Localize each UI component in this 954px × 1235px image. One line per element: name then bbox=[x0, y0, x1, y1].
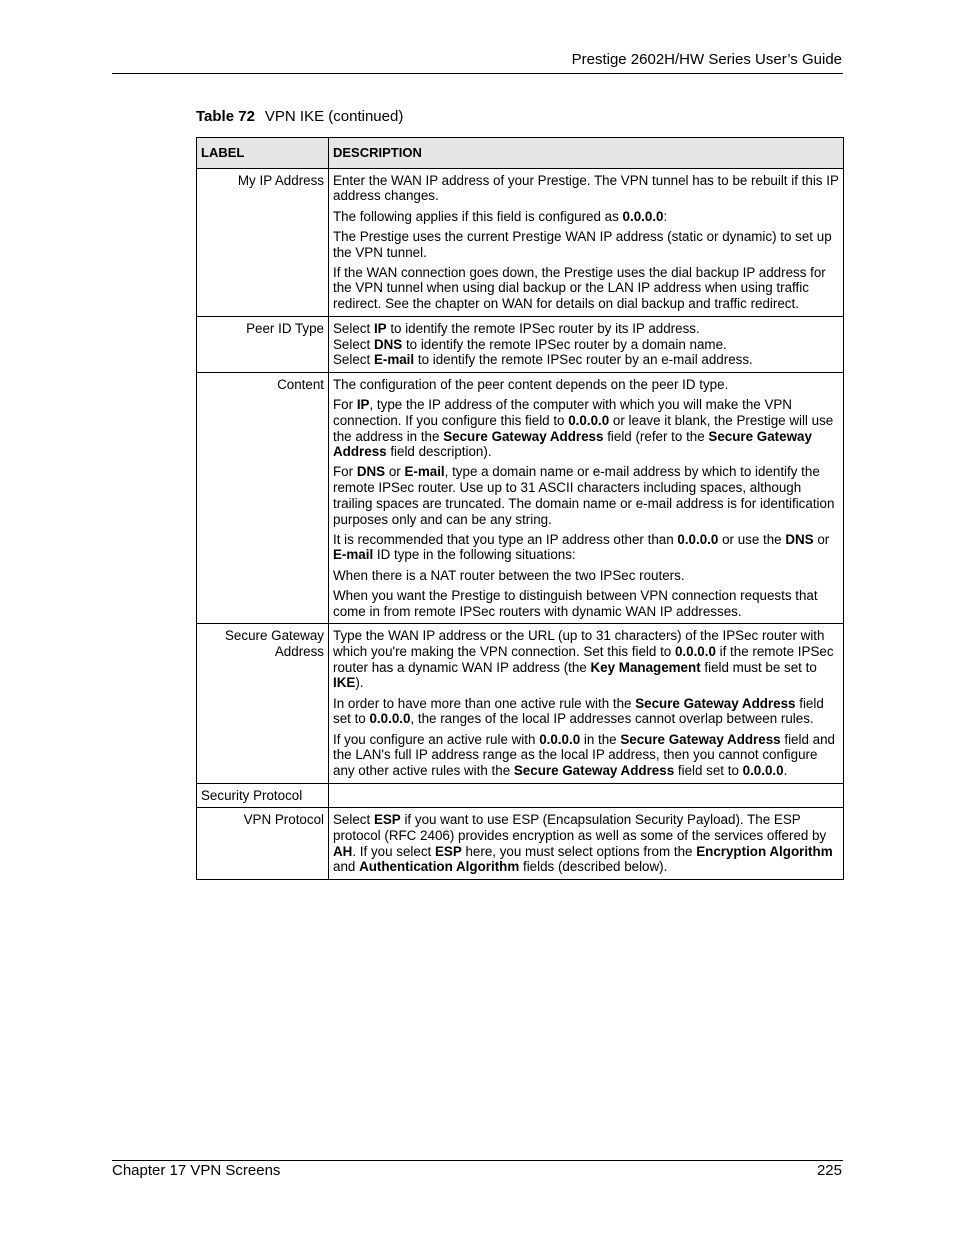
bold-term: IP bbox=[356, 397, 370, 413]
description-text: Select bbox=[333, 336, 374, 352]
table-row bbox=[197, 808, 844, 880]
description-text: . bbox=[783, 762, 788, 778]
table-caption bbox=[196, 108, 403, 125]
table-row bbox=[197, 372, 844, 623]
table-row bbox=[197, 783, 844, 808]
description-text: if you want to use ESP (Encapsulation Security Payload). The ESP protocol (RFC 2406) provides encryption as well as some of the services offered by bbox=[333, 812, 827, 844]
bold-term: DNS bbox=[785, 531, 814, 547]
description-text: and bbox=[333, 859, 360, 875]
row-label: Peer ID Type bbox=[197, 316, 329, 372]
description-text: field and the LAN's full IP address range as the local IP address, then you cannot configure any other active rules with the bbox=[333, 731, 835, 778]
bold-term: IKE bbox=[333, 675, 356, 691]
description-text: to identify the remote IPSec router by its IP address. bbox=[386, 320, 700, 336]
bold-term: Authentication Algorithm bbox=[359, 859, 520, 875]
description-paragraph bbox=[333, 209, 839, 225]
description-text: Select bbox=[333, 320, 374, 336]
description-text: field set to bbox=[674, 762, 743, 778]
description-paragraph bbox=[333, 628, 839, 691]
table-header-row bbox=[197, 138, 844, 169]
description-text: In order to have more than one active rule with the bbox=[333, 695, 636, 711]
description-text: here, you must select options from the bbox=[461, 843, 697, 859]
description-text: ). bbox=[355, 675, 364, 691]
description-text: For bbox=[333, 464, 357, 480]
bold-term: AH bbox=[333, 843, 353, 859]
bold-term: 0.0.0.0 bbox=[622, 208, 664, 224]
description-paragraph bbox=[333, 229, 839, 260]
table-number: Table 72 bbox=[196, 108, 255, 125]
row-label: VPN Protocol bbox=[197, 808, 329, 880]
bold-term: Secure Gateway Address bbox=[635, 695, 796, 711]
table-row bbox=[197, 624, 844, 783]
description-text: field must be set to bbox=[700, 659, 817, 675]
table-row bbox=[197, 168, 844, 316]
bold-term: ESP bbox=[373, 812, 401, 828]
running-header-title: Prestige 2602H/HW Series User’s Guide bbox=[571, 51, 842, 68]
row-description bbox=[329, 372, 844, 623]
description-text: or use the bbox=[718, 531, 786, 547]
description-text: to identify the remote IPSec router by a domain name. bbox=[402, 336, 727, 352]
description-text: The Prestige uses the current Prestige WAN IP address (static or dynamic) to set up the VPN tunnel. bbox=[333, 228, 832, 260]
bold-term: ESP bbox=[434, 843, 462, 859]
description-text: It is recommended that you type an IP address other than bbox=[333, 531, 678, 547]
bold-term: DNS bbox=[356, 464, 386, 480]
description-paragraph bbox=[333, 337, 839, 353]
page-number: 225 bbox=[816, 1162, 842, 1179]
row-label: My IP Address bbox=[197, 168, 329, 316]
description-text: If the WAN connection goes down, the Prestige uses the dial backup IP address for the VPN tunnel when using dial backup or the LAN IP address when using traffic redirect. See the chapter on WAN for details on dial backup and traffic redirect. bbox=[333, 264, 826, 312]
bold-term: Secure Gateway Address bbox=[513, 762, 675, 778]
row-description bbox=[329, 624, 844, 783]
column-header-description: DESCRIPTION bbox=[329, 138, 844, 169]
description-text: When there is a NAT router between the two IPSec routers. bbox=[333, 567, 685, 583]
description-paragraph bbox=[333, 732, 839, 779]
description-text: to identify the remote IPSec router by an e-mail address. bbox=[414, 352, 753, 368]
description-paragraph bbox=[333, 173, 839, 204]
description-paragraph bbox=[333, 696, 839, 727]
description-paragraph bbox=[333, 568, 839, 584]
bold-term: 0.0.0.0 bbox=[369, 711, 411, 727]
footer-divider bbox=[112, 1160, 843, 1161]
description-text: ID type in the following situations: bbox=[373, 547, 576, 563]
description-text: Select bbox=[333, 352, 374, 368]
description-paragraph bbox=[333, 464, 839, 527]
bold-term: Encryption Algorithm bbox=[696, 843, 833, 859]
bold-term: 0.0.0.0 bbox=[539, 731, 581, 747]
description-paragraph bbox=[333, 397, 839, 460]
description-text: or bbox=[813, 531, 830, 547]
bold-term: 0.0.0.0 bbox=[568, 412, 610, 428]
bold-term: E-mail bbox=[373, 352, 415, 368]
row-description bbox=[329, 316, 844, 372]
row-description bbox=[329, 783, 844, 808]
description-text: or leave it blank, the Prestige will use the address in the bbox=[333, 412, 834, 444]
table-title: VPN IKE (continued) bbox=[264, 108, 404, 125]
description-text: Select bbox=[333, 812, 374, 828]
description-paragraph bbox=[333, 812, 839, 875]
table-row bbox=[197, 316, 844, 372]
description-text: The following applies if this field is configured as bbox=[333, 208, 623, 224]
bold-term: Key Management bbox=[590, 659, 701, 675]
description-text: Enter the WAN IP address of your Prestige. The VPN tunnel has to be rebuilt if this IP address changes. bbox=[333, 172, 839, 204]
bold-term: E-mail bbox=[404, 464, 445, 480]
row-label: Security Protocol bbox=[197, 783, 329, 808]
description-text: The configuration of the peer content depends on the peer ID type. bbox=[333, 376, 729, 392]
description-paragraph bbox=[333, 321, 839, 337]
bold-term: 0.0.0.0 bbox=[677, 531, 719, 547]
description-text: in the bbox=[580, 731, 621, 747]
description-text: When you want the Prestige to distinguish between VPN connection requests that come in from remote IPSec routers with dynamic WAN IP addresses. bbox=[333, 587, 818, 619]
bold-term: Secure Gateway Address bbox=[443, 428, 604, 444]
description-text: , the ranges of the local IP addresses cannot overlap between rules. bbox=[410, 711, 814, 727]
description-paragraph bbox=[333, 532, 839, 563]
footer-chapter: Chapter 17 VPN Screens bbox=[112, 1162, 281, 1179]
table-body bbox=[197, 168, 844, 879]
column-header-label: LABEL bbox=[197, 138, 329, 169]
description-text: fields (described below). bbox=[519, 859, 668, 875]
bold-term: DNS bbox=[373, 336, 403, 352]
bold-term: Secure Gateway Address bbox=[620, 731, 781, 747]
description-text: Type the WAN IP address or the URL (up to 31 characters) of the IPSec router with which you're making the VPN connection. Set this field to bbox=[333, 628, 825, 659]
description-paragraph bbox=[333, 377, 839, 393]
description-paragraph bbox=[333, 265, 839, 312]
description-text: If you configure an active rule with bbox=[333, 731, 540, 747]
row-description bbox=[329, 168, 844, 316]
bold-term: IP bbox=[373, 320, 387, 336]
description-text: : bbox=[663, 208, 668, 224]
bold-term: 0.0.0.0 bbox=[674, 643, 716, 659]
row-label: Content bbox=[197, 372, 329, 623]
row-label: Secure Gateway Address bbox=[197, 624, 329, 783]
description-text: field set to bbox=[333, 695, 824, 727]
bold-term: 0.0.0.0 bbox=[742, 762, 784, 778]
description-text: For bbox=[333, 397, 357, 413]
description-text: , type a domain name or e-mail address by which to identify the remote IPSec router. Use up to 31 ASCII characters including spaces, although trailing spaces are truncated. The domain name or e-mail address is for identification purposes only and can be any string. bbox=[333, 464, 835, 527]
header-divider bbox=[112, 73, 843, 74]
description-text: , type the IP address of the computer with which you will make the VPN connection. If you configure this field to bbox=[333, 397, 792, 428]
row-description bbox=[329, 808, 844, 880]
description-paragraph bbox=[333, 352, 839, 368]
description-text: or bbox=[385, 464, 405, 480]
description-paragraph bbox=[333, 588, 839, 619]
description-text: if the remote IPSec router has a dynamic WAN IP address (the bbox=[333, 643, 834, 675]
description-text: field description). bbox=[386, 444, 492, 460]
description-text: . If you select bbox=[352, 843, 435, 859]
vpn-ike-table bbox=[196, 137, 844, 880]
bold-term: Secure Gateway Address bbox=[333, 428, 812, 460]
description-text: field (refer to the bbox=[603, 428, 709, 444]
bold-term: E-mail bbox=[333, 547, 374, 563]
